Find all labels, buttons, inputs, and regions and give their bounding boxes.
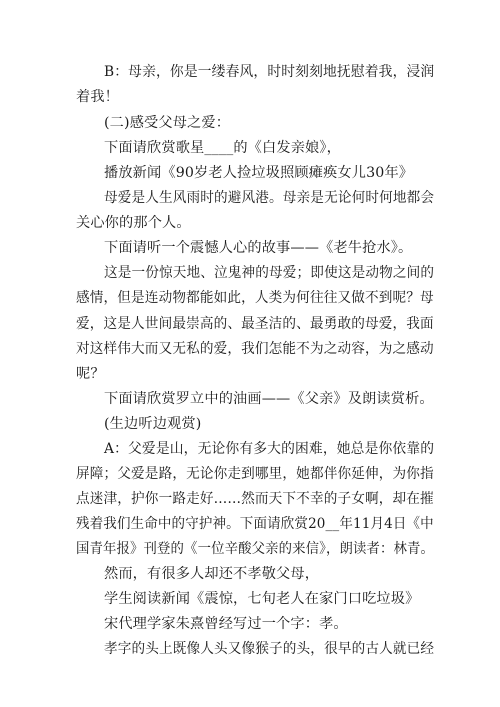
text-line-8: 下面请听一个震憾人心的故事——《老牛抢水》。 — [104, 240, 413, 256]
text-line-24: 孝字的头上既像人头又像猴子的头，很早的古人就已经 — [104, 641, 435, 657]
text-line-10: 感情，但是连动物都能如此，人类为何往往又做不到呢？母 — [76, 290, 434, 306]
text-line-4: 下面请欣赏歌星____的《白发亲娘》， — [104, 140, 341, 156]
text-line-6: 母爱是人生风雨时的避风港。母亲是无论何时何地都会 — [104, 190, 435, 206]
text-line-18: 点迷津，护你一路走好……然而天下不幸的子女啊，却在摧 — [76, 491, 434, 507]
text-line-12: 对这样伟大而又无私的爱，我们怎能不为之动容，为之感动 — [76, 341, 434, 357]
text-line-23: 宋代理学家朱熹曾经写过一个字：孝。 — [104, 616, 348, 632]
text-line-11: 爱，这是人世间最崇高的、最圣洁的、最勇敢的母爱，我面 — [76, 316, 434, 332]
text-line-13: 呢？ — [76, 366, 105, 382]
text-line-5: 播放新闻《90岁老人捡垃圾照顾瘫痪女儿30年》 — [104, 165, 414, 181]
text-line-14: 下面请欣赏罗立中的油画——《父亲》及朗读赏析。 — [104, 391, 434, 407]
text-line-19: 残着我们生命中的守护神。下面请欣赏20__年11月4日《中 — [76, 516, 434, 532]
text-line-9: 这是一份惊天地、泣鬼神的母爱；即使这是动物之间的 — [104, 265, 435, 281]
text-line-20: 国青年报》刊登的《一位辛酸父亲的来信》，朗读者：林青。 — [76, 541, 435, 557]
text-line-2: 着我！ — [76, 89, 120, 105]
text-line-3: (二)感受父母之爱： — [104, 115, 231, 131]
text-line-1: B：母亲，你是一缕春风，时时刻刻地抚慰着我，浸润 — [104, 64, 435, 80]
text-line-7: 关心你的那个人。 — [76, 215, 191, 231]
text-line-17: 屏障；父爱是路，无论你走到哪里，她都伴你延伸，为你指 — [76, 466, 434, 482]
text-line-22: 学生阅读新闻《震惊，七旬老人在家门口吃垃圾》 — [104, 591, 420, 607]
text-line-16: A：父爱是山，无论你有多大的困难，她总是你依靠的 — [104, 441, 435, 457]
text-line-21: 然而，有很多人却还不孝敬父母， — [104, 566, 320, 582]
text-line-15: (生边听边观赏) — [104, 416, 202, 432]
